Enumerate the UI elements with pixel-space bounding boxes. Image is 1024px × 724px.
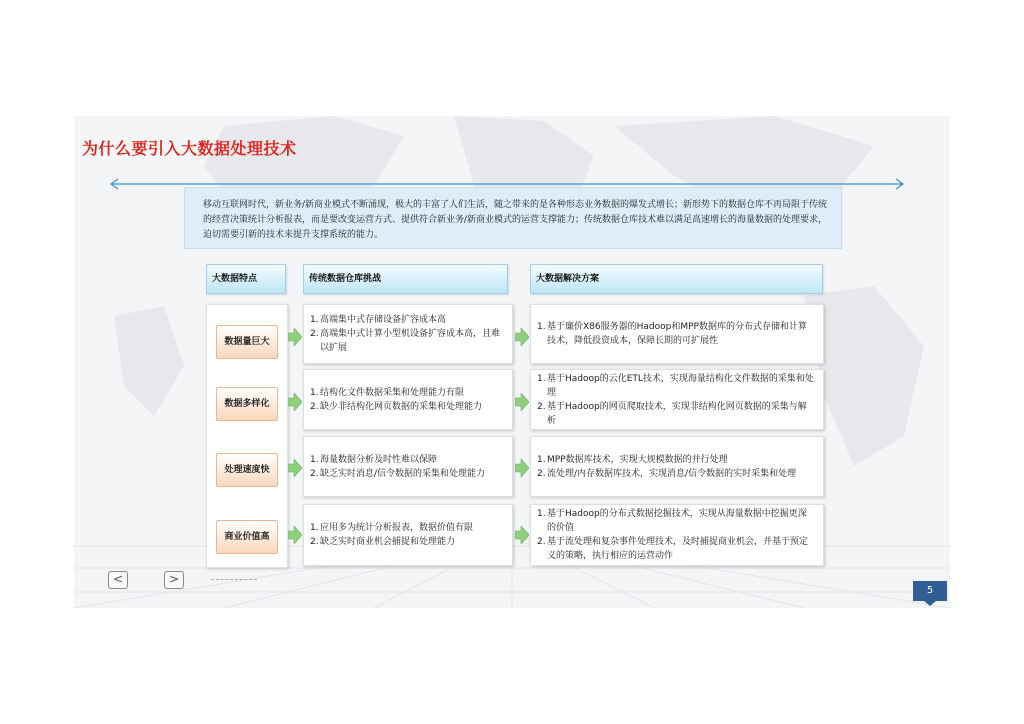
solution-box [530,369,824,430]
challenge-item: 高端集中式存储设备扩容成本高 [320,315,447,325]
right-arrow-icon [515,393,529,411]
right-arrow-icon [288,459,302,477]
item-number: 2. [310,468,319,479]
item-number: 1. [537,373,546,384]
right-arrow-icon [515,459,529,477]
next-slide-button[interactable] [164,571,184,589]
item-number: 2. [537,468,546,479]
challenge-item: 缺乏实时商业机会捕捉和处理能力 [320,537,456,547]
item-number: 2. [310,401,319,412]
feature-label: 处理速度快 [216,453,278,487]
page-title: 为什么要引入大数据处理技术 [82,139,297,158]
solution-box [530,436,824,497]
header-features: 大数据特点 [206,264,286,294]
chevron-left-icon: < [112,572,124,586]
item-number: 1. [537,322,546,332]
header-challenges: 传统数据仓库挑战 [303,264,508,294]
feature-label: 数据多样化 [216,387,278,421]
item-number: 1. [310,315,319,325]
challenge-box [303,369,513,430]
item-number: 1. [310,523,319,533]
challenge-item: 缺少非结构化网页数据的采集和处理能力 [320,401,483,412]
item-number: 1. [310,387,319,398]
chevron-right-icon: > [168,572,180,586]
right-arrow-icon [288,328,302,346]
solution-box [530,504,824,566]
intro-text: 移动互联网时代，新业务/新商业模式不断涌现，极大的丰富了人们生活，随之带来的是各种形态业务数据的爆发式增长；新形势下的数据仓库不再局限于传统的经营决策统计分析报表，而是要改变运营方式、提供符合新业务/新商业模式的运营支撑能力；传统数据仓库技术难以满足高速增长的海量数据的处理要求，迫切需要引新的技术来提升支撑系统的能力。 [184,187,842,249]
item-number: 2. [537,537,546,547]
challenge-box [303,304,513,364]
item-number: 1. [537,509,546,519]
item-number: 2. [537,401,546,412]
right-arrow-icon [515,328,529,346]
page-number-badge: 5 [913,581,947,601]
solution-item: 基于Hadoop的云化ETL技术，实现海量结构化文件数据的采集和处理 [547,373,814,398]
prev-slide-button[interactable] [108,571,128,589]
solution-item: 基于廉价X86服务器的Hadoop和MPP数据库的分布式存储和计算技术，降低投资成本，保障长期的可扩展性 [547,322,807,346]
challenge-item: 高端集中式计算小型机设备扩容成本高，且难以扩展 [320,329,501,353]
solution-item: 基于流处理和复杂事件处理技术，及时捕捉商业机会，并基于预定义的策略，执行相应的运营动作 [547,537,809,561]
slide [74,116,950,608]
solution-item: 基于Hadoop的网页爬取技术，实现非结构化网页数据的采集与解析 [547,401,807,426]
challenge-item: 应用多为统计分析报表，数据价值有限 [320,523,474,533]
right-arrow-icon [515,526,529,544]
solution-item: MPP数据库技术，实现大规模数据的并行处理 [547,454,728,465]
item-number: 2. [310,329,319,339]
nav-separator [211,579,257,580]
item-number: 1. [310,454,319,465]
challenge-item: 缺乏实时消息/信令数据的采集和处理能力 [320,468,486,479]
solution-item: 流处理/内存数据库技术，实现消息/信令数据的实时采集和处理 [547,468,797,479]
page-badge-tip [924,601,936,606]
features-column [206,304,288,568]
item-number: 2. [310,537,319,547]
challenge-box [303,504,513,566]
header-solutions: 大数据解决方案 [530,264,823,294]
challenge-box [303,436,513,497]
item-number: 1. [537,454,546,465]
challenge-item: 海量数据分析及时性难以保障 [320,454,438,465]
solution-box [530,304,824,364]
feature-label: 数据量巨大 [216,325,278,359]
feature-label: 商业价值高 [216,520,278,554]
solution-item: 基于Hadoop的分布式数据挖掘技术，实现从海量数据中挖掘更深的价值 [547,509,807,533]
challenge-item: 结构化文件数据采集和处理能力有限 [320,387,465,398]
right-arrow-icon [288,393,302,411]
right-arrow-icon [288,526,302,544]
